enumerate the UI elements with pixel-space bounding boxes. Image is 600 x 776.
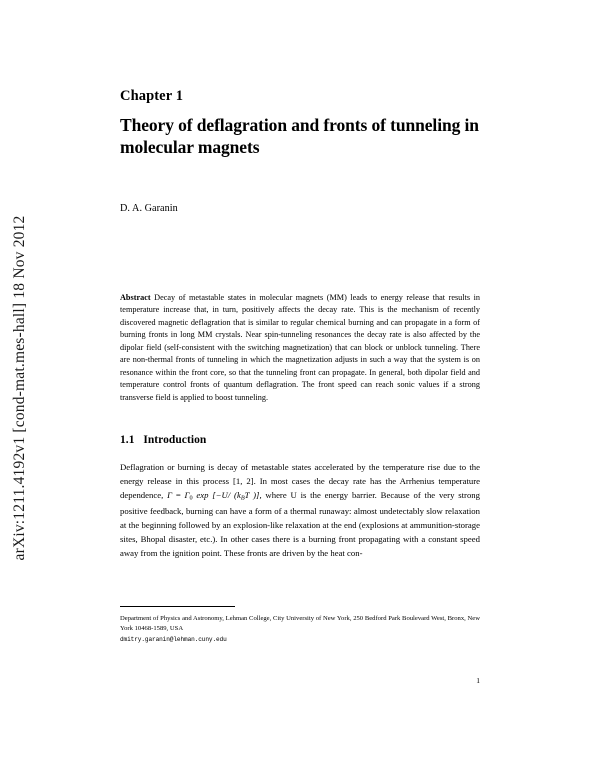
body-part-1: Deflagration or burning is decay of metastable states accelerated by the temperature rise due to the energy release in this process [1, 2]. In most cases the decay rate has the Arrhenius temperature dependence, xyxy=(120,462,480,501)
footnote-divider xyxy=(120,606,235,607)
equals-sign: = xyxy=(172,490,185,501)
section-title: Introduction xyxy=(143,434,207,446)
footnote-email: dmitry.garanin@lehman.cuny.edu xyxy=(120,635,227,643)
equation-body-2: T )] xyxy=(244,490,260,501)
footnote-affiliation: Department of Physics and Astronomy, Lehman College, City University of New York, 250 Bedford Park Boulevard West, Bronx, New York 10468-1589, USA xyxy=(120,615,480,633)
arxiv-stamp: arXiv:1211.4192v1 [cond-mat.mes-hall] 18 Nov 2012 xyxy=(11,215,28,561)
body-part-2: , where U is the energy barrier. Because of the very strong positive feedback, burning can have a form of a thermal runaway: almost undetectably slow relaxation at the beginning followed by an explosion-like relaxation at the end (explosions at ammunition-storage sites, Bhopal disaster, etc.). In other cases there is a burning front propagating with a constant speed away from the ignition point. These fronts are driven by the heat con- xyxy=(120,490,480,559)
equation-body: exp [−U/ (k xyxy=(192,490,241,501)
abstract-label: Abstract xyxy=(120,292,151,302)
page-content xyxy=(120,0,480,776)
section-number: 1.1 xyxy=(120,434,135,446)
body-paragraph xyxy=(120,460,480,560)
chapter-number: Chapter 1 xyxy=(120,88,184,104)
abstract-section xyxy=(120,292,480,404)
abstract-text: Decay of metastable states in molecular magnets (MM) leads to energy release that results in temperature increase that, in turn, positively affects the decay rate. This is the mechanism of recently discovered magnetic deflagration that is similar to regular chemical burning and can propagate in a form of burning fronts in long MM crystals. Near spin-tunneling resonances the decay rate is also affected by the dipolar field (self-consistent with the switching magnetization) that can block or unblock tunneling. There are non-thermal fronts of tunneling in which the magnetization adjusts in such a way that the system is on resonance within the front core, so that the tunneling front can propagate. In general, both dipolar field and temperature control fronts of quantum deflagration. The front speed can reach sonic values if a strong transverse field is applied to boost tunneling. xyxy=(120,292,480,402)
symbol-gamma: Γ xyxy=(167,490,173,501)
subscript-b: B xyxy=(240,494,245,502)
symbol-gamma-zero: Γ xyxy=(184,490,190,501)
page-number: 1 xyxy=(476,676,480,685)
page-title: Theory of deflagration and fronts of tunneling in molecular magnets xyxy=(120,115,479,158)
footnote xyxy=(120,614,480,645)
section-heading xyxy=(120,434,480,446)
author-name: D. A. Garanin xyxy=(120,202,178,214)
subscript-zero: 0 xyxy=(189,494,193,502)
